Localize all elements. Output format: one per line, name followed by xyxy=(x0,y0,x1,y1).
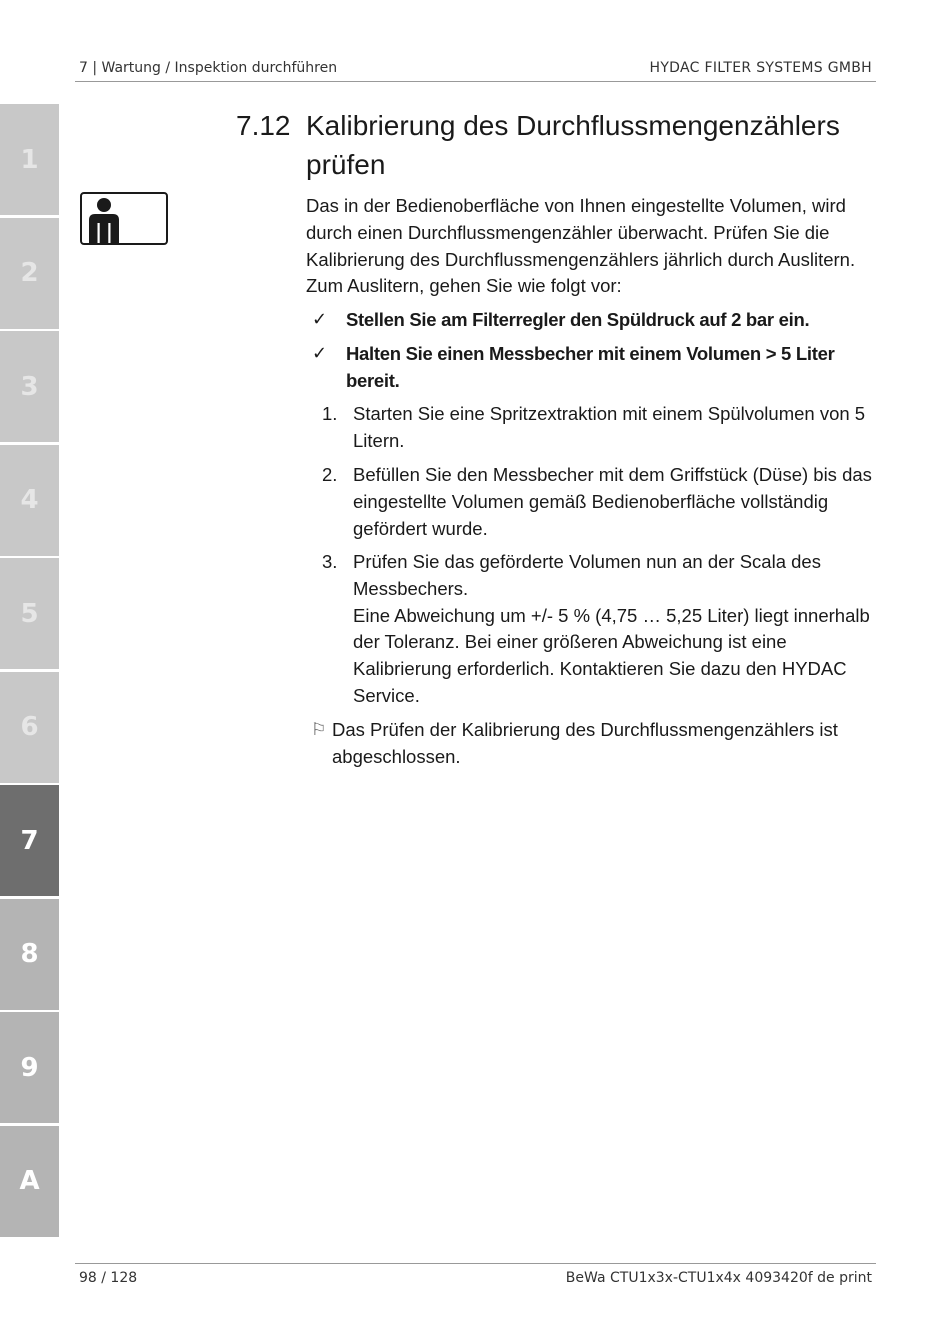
section-title: Kalibrierung des Durchflussmengenzählers prüfen xyxy=(306,110,840,180)
step-text: Starten Sie eine Spritzextraktion mit einem Spülvolumen von 5 Litern. xyxy=(353,403,866,451)
chapter-tab-1[interactable]: 1 xyxy=(0,104,59,215)
result-text: Das Prüfen der Kalibrierung des Durchflussmengenzählers ist abgeschlossen. xyxy=(332,719,838,767)
step-text: Prüfen Sie das geförderte Volumen nun an der Scala des Messbechers. xyxy=(353,551,821,599)
chapter-tab-4[interactable]: 4 xyxy=(0,445,59,556)
step-number: 3. xyxy=(322,551,338,572)
header-divider xyxy=(75,81,876,82)
chapter-tab-2[interactable]: 2 xyxy=(0,218,59,329)
chapter-tab-6[interactable]: 6 xyxy=(0,672,59,783)
chapter-tab-3[interactable]: 3 xyxy=(0,331,59,442)
section-number: 7.12 xyxy=(236,110,291,141)
header-section-title: 7 | Wartung / Inspektion durchführen xyxy=(79,60,338,76)
document-id: BeWa CTU1x3x-CTU1x4x 4093420f de print xyxy=(565,1270,872,1286)
header-company-name: HYDAC FILTER SYSTEMS GMBH xyxy=(649,60,872,76)
step-text: Befüllen Sie den Messbecher mit dem Griffstück (Düse) bis das eingestellte Volumen gemäß Bedienoberfläche vollständig gefördert wurde. xyxy=(353,464,872,539)
step-number: 2. xyxy=(322,464,338,485)
prerequisite-text: Halten Sie einen Messbecher mit einem Volumen > 5 Liter bereit. xyxy=(346,343,835,391)
chapter-tab-7[interactable]: 7 xyxy=(0,785,59,896)
step-number: 1. xyxy=(322,403,338,424)
step-note: Eine Abweichung um +/- 5 % (4,75 … 5,25 Liter) liegt innerhalb der Toleranz. Bei einer größeren Abweichung ist eine Kalibrierung erforderlich. Kontaktieren Sie dazu den HYDAC Service. xyxy=(353,604,870,706)
result-flag-icon: ⚐ xyxy=(311,720,327,740)
checkmark-icon: ✓ xyxy=(312,309,327,330)
person-icon xyxy=(82,194,166,243)
prerequisite-text: Stellen Sie am Filterregler den Spüldruck auf 2 bar ein. xyxy=(346,309,810,330)
footer-divider xyxy=(75,1263,876,1264)
intro-paragraph: Das in der Bedienoberfläche von Ihnen eingestellte Volumen, wird durch einen Durchflussmengenzähler überwacht. Prüfen Sie die Kalibrierung des Durchflussmengenzählers jährlich durch Auslitern. Zum Auslitern, gehen Sie wie folgt vor: xyxy=(306,195,856,297)
chapter-tabs xyxy=(0,104,59,1239)
chapter-tab-5[interactable]: 5 xyxy=(0,558,59,669)
checkmark-icon: ✓ xyxy=(312,343,327,364)
chapter-tab-a[interactable]: A xyxy=(0,1126,59,1237)
chapter-tab-8[interactable]: 8 xyxy=(0,899,59,1010)
page-number: 98 / 128 xyxy=(79,1270,138,1286)
chapter-tab-9[interactable]: 9 xyxy=(0,1012,59,1123)
qualified-personnel-box xyxy=(80,192,168,245)
